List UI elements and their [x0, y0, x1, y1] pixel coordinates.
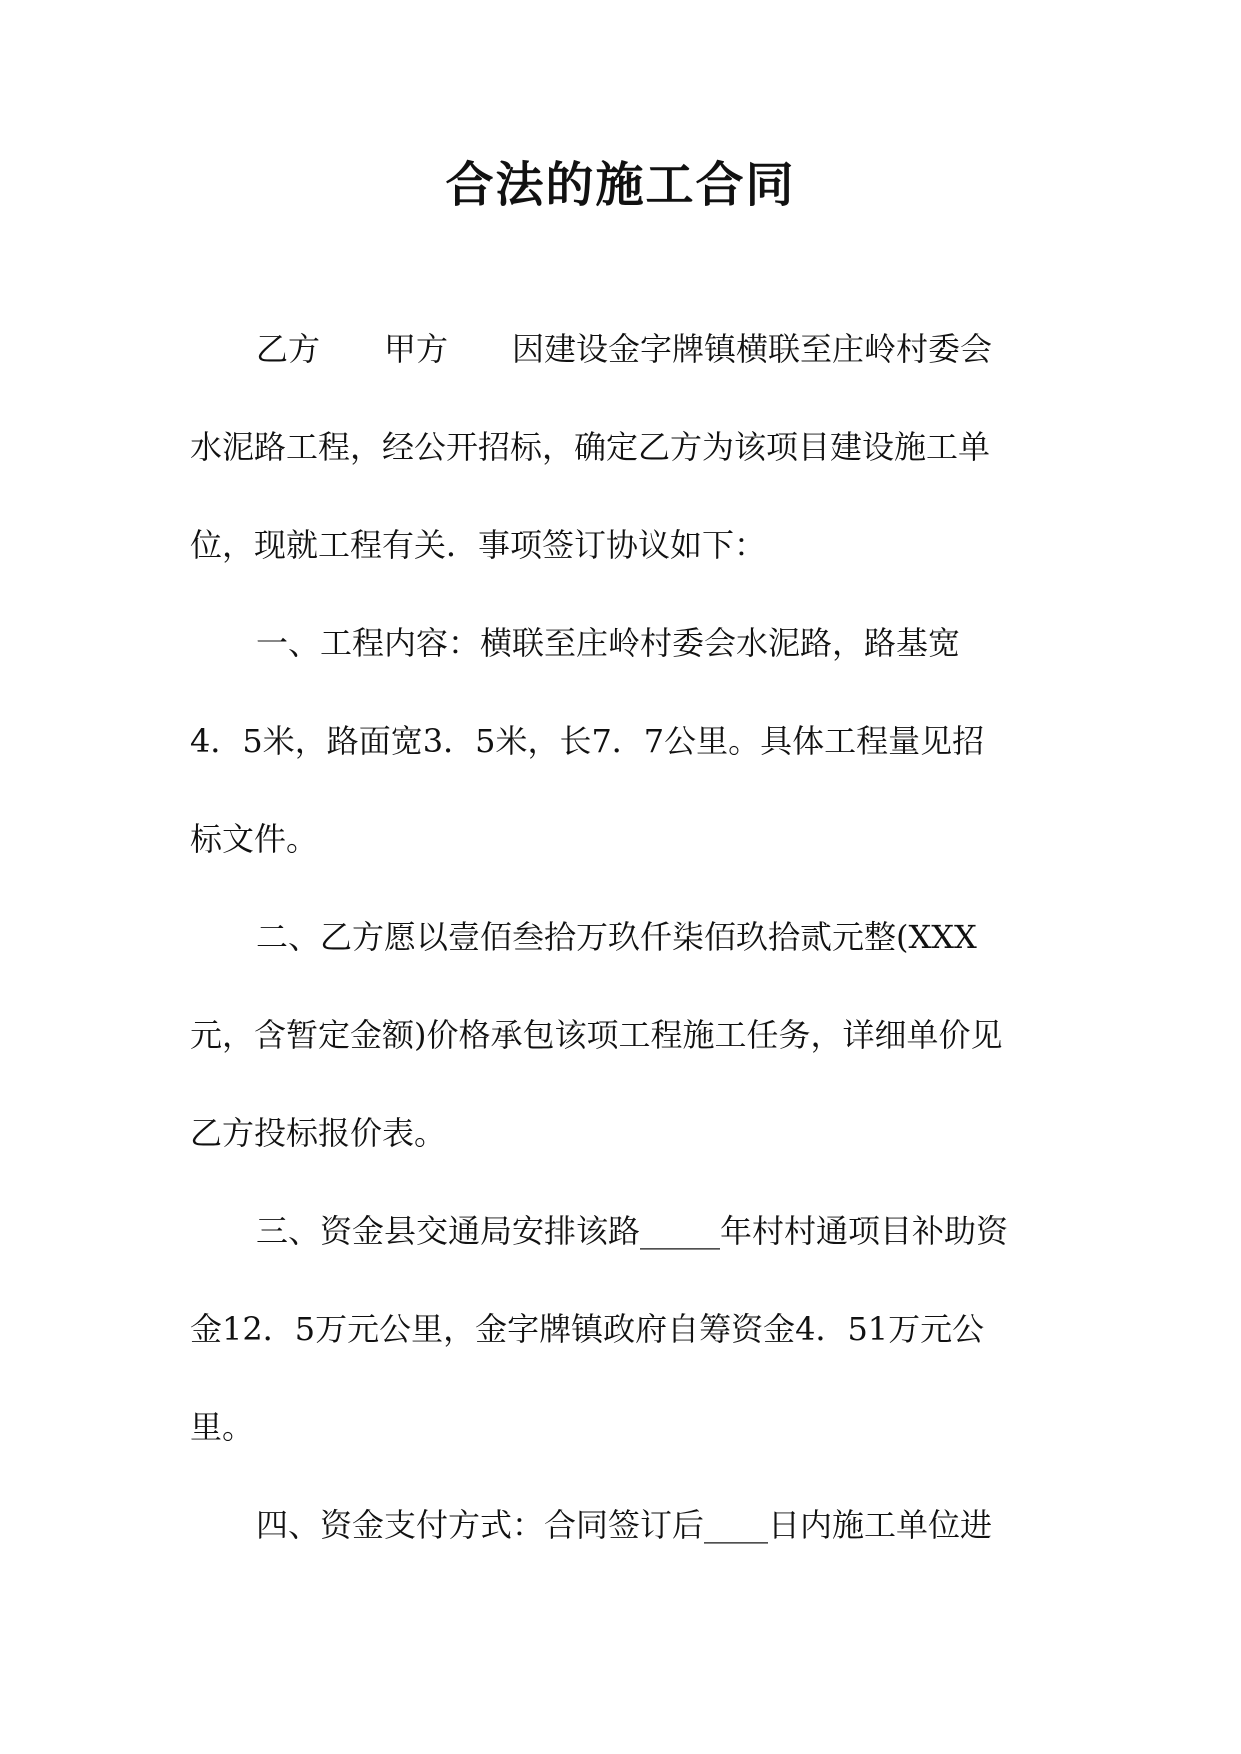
paragraph-line: 里。 [190, 1408, 255, 1446]
paragraph-line: 位，现就工程有关．事项签订协议如下： [190, 526, 767, 564]
paragraph-line: 乙方投标报价表。 [190, 1114, 447, 1152]
paragraph-clause-3 [190, 1182, 1050, 1476]
paragraph-line: 水泥路工程，经公开招标，确定乙方为该项目建设施工单 [190, 428, 991, 466]
document-title: 合法的施工合同 [445, 157, 796, 213]
paragraph-intro [190, 300, 1050, 594]
paragraph-line: 三、资金县交通局安排该路_____年村村通项目补助资 [256, 1212, 1009, 1250]
paragraph-clause-4 [190, 1476, 1050, 1574]
paragraph-line: 标文件。 [190, 820, 319, 858]
paragraph-line: 四、资金支付方式：合同签订后____日内施工单位进 [256, 1506, 993, 1544]
paragraph-line: 4．5米，路面宽3．5米，长7．7公里。具体工程量见招 [190, 722, 985, 760]
paragraph-clause-1 [190, 594, 1050, 888]
paragraph-line: 金12．5万元公里，金字牌镇政府自筹资金4．51万元公 [190, 1310, 985, 1348]
paragraph-line: 一、工程内容：横联至庄岭村委会水泥路，路基宽 [256, 624, 961, 662]
paragraph-line: 元，含暂定金额)价格承包该项工程施工任务，详细单价见 [190, 1016, 1003, 1054]
document-body [190, 300, 1050, 1574]
paragraph-line: 乙方 甲方 因建设金字牌镇横联至庄岭村委会 [256, 330, 993, 368]
paragraph-clause-2 [190, 888, 1050, 1182]
paragraph-line: 二、乙方愿以壹佰叁拾万玖仟柒佰玖拾贰元整(XXX [256, 918, 977, 956]
